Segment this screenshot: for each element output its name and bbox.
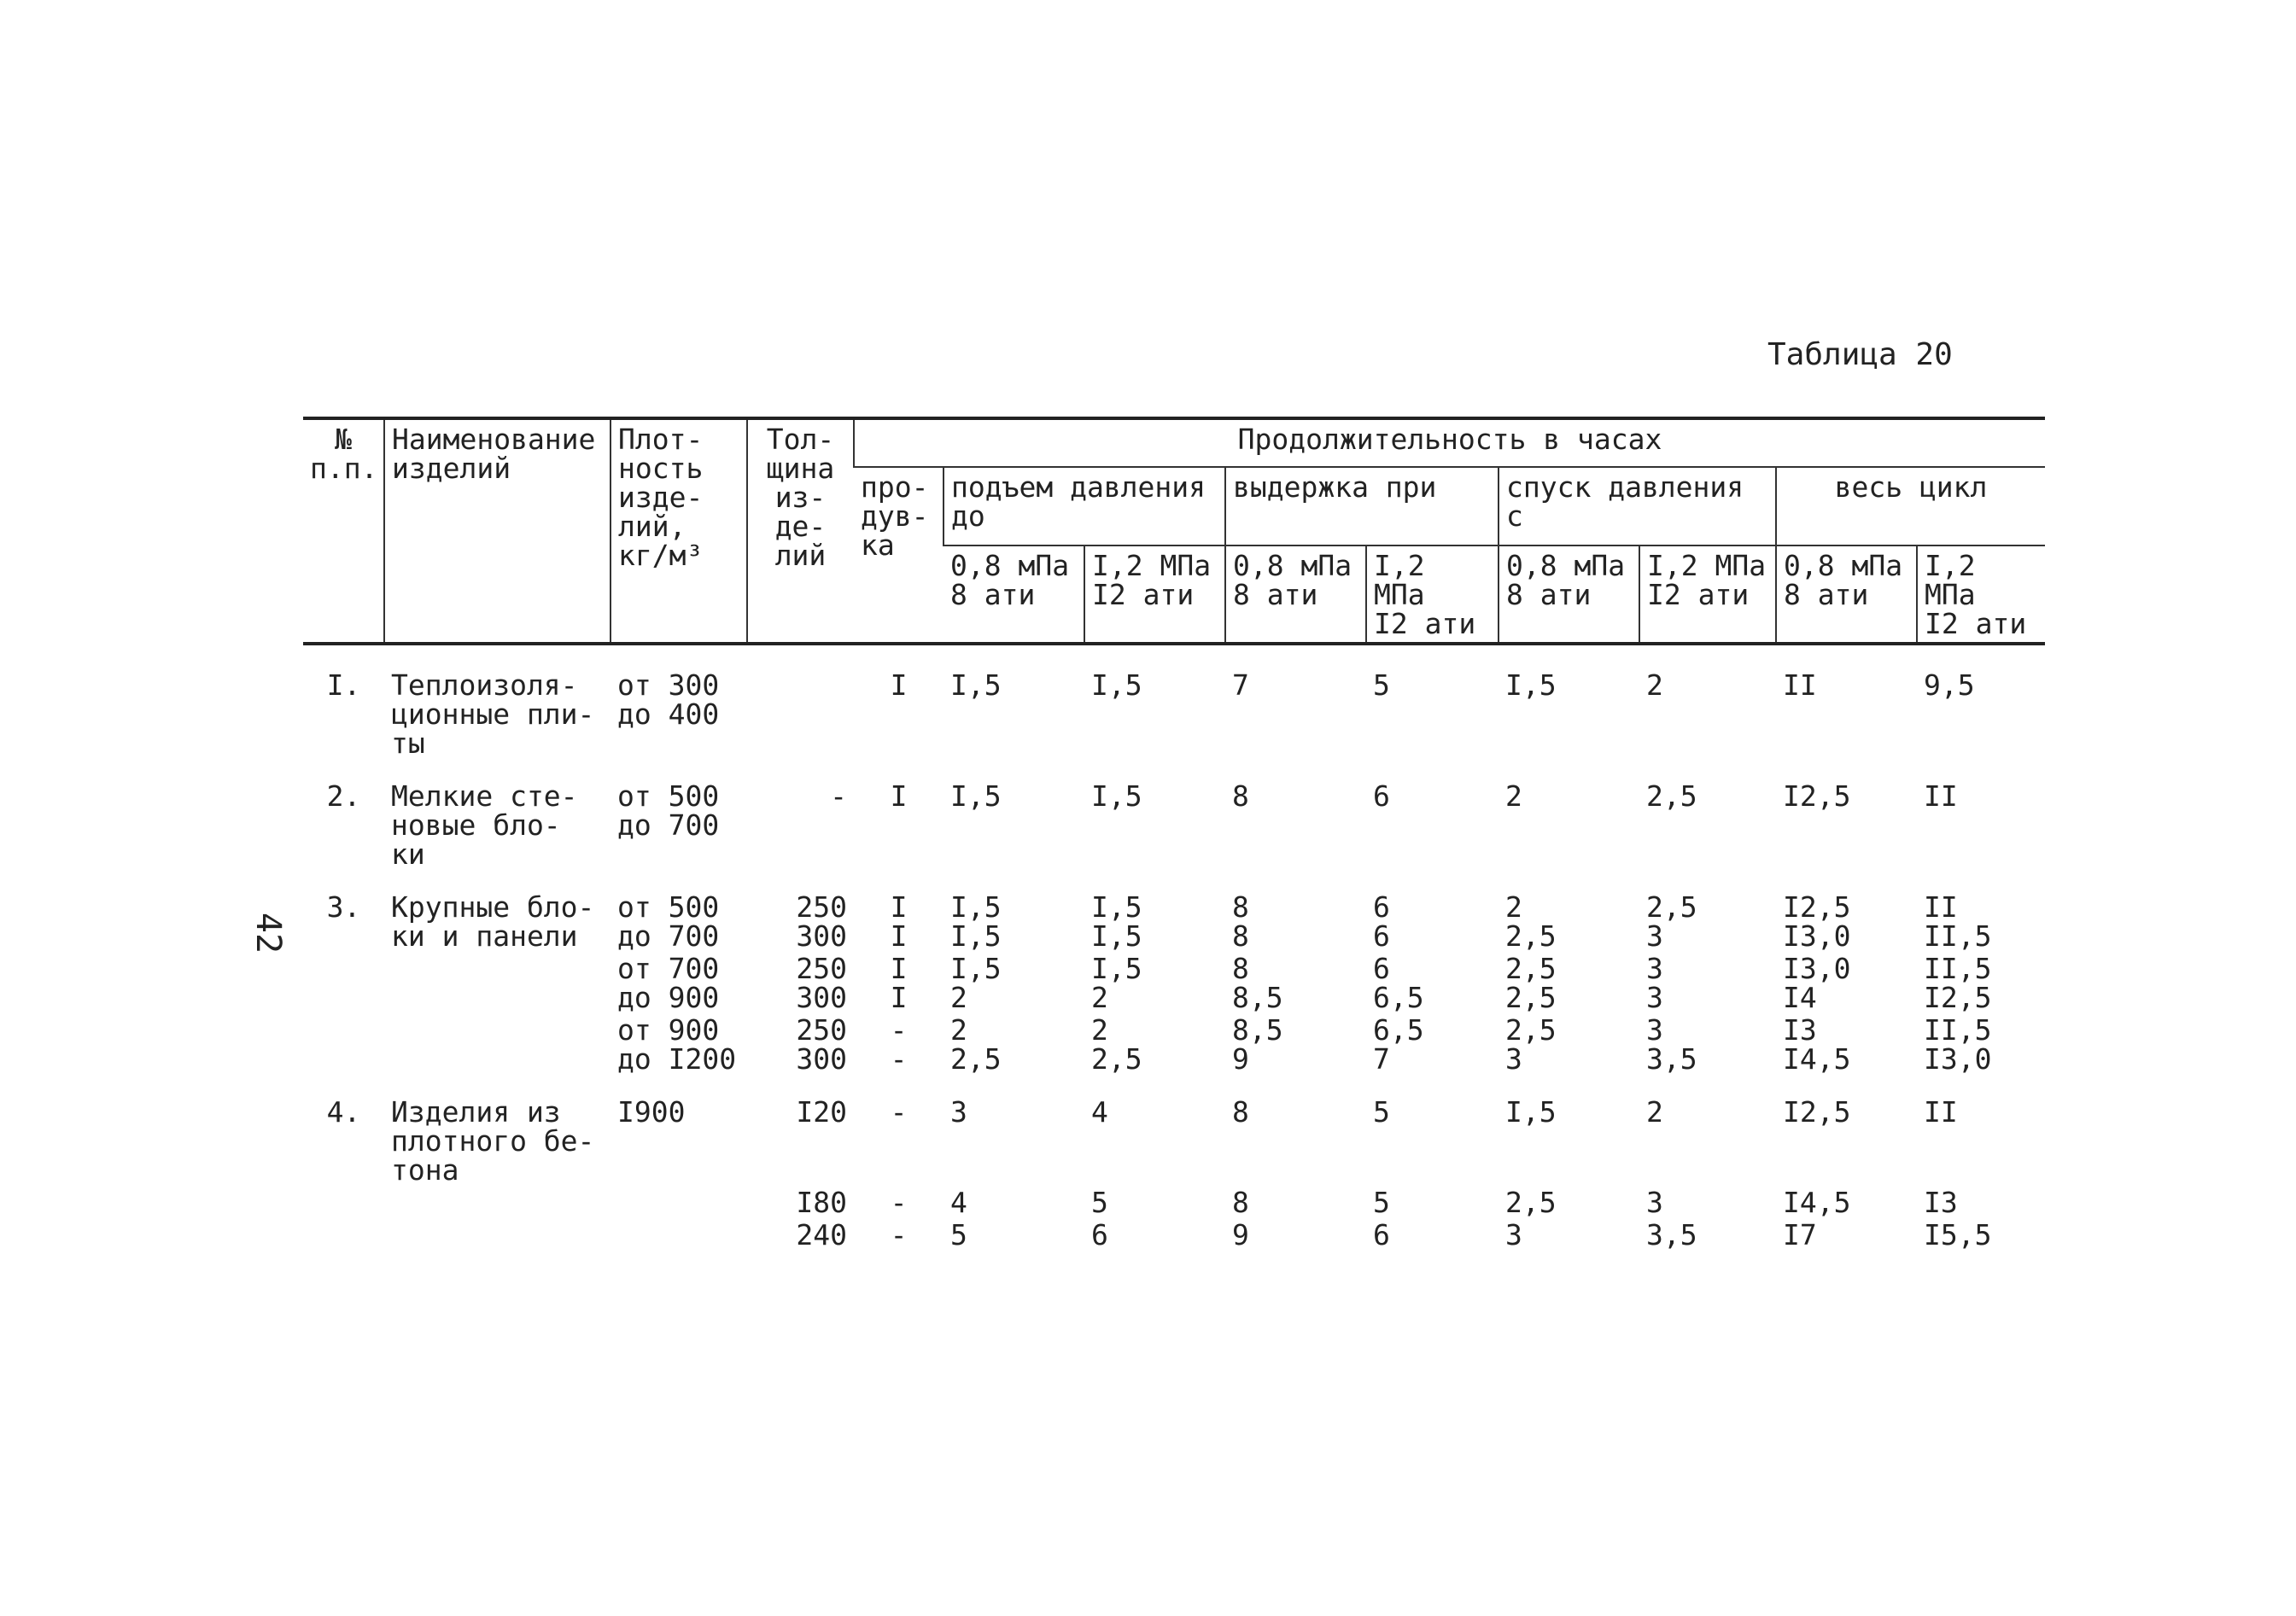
cell-name: Мелкие сте- новые бло- ки xyxy=(391,779,578,871)
cell-hold08: 9 xyxy=(1232,1218,1249,1251)
cell-rise12: I,5 I,5 xyxy=(1091,890,1142,953)
cell-rise12: I,5 2 xyxy=(1091,952,1142,1014)
cell-cycle08: I3 I4,5 xyxy=(1783,1013,1851,1076)
cell-name xyxy=(384,953,611,1014)
cell-num: I. xyxy=(326,668,361,702)
cell-density: от 500 до 700 xyxy=(617,890,720,953)
cell-hold08: 8 xyxy=(1232,1095,1249,1129)
table-row xyxy=(303,644,2045,760)
header-rise-12: I,2 МПа I2 ати xyxy=(1084,545,1225,644)
cell-cycle08: I2,5 xyxy=(1783,1095,1851,1129)
cell-cycle12: I3 xyxy=(1924,1186,1958,1219)
cell-thickness: 250 300 xyxy=(796,890,847,953)
cell-hold12: 6 xyxy=(1373,779,1390,813)
cell-cycle12: II,5 I3,0 xyxy=(1924,1013,1992,1076)
table-row xyxy=(303,1219,2045,1251)
header-cycle-12: I,2 МПа I2 ати xyxy=(1917,545,2045,644)
cell-cycle12: II xyxy=(1924,1095,1958,1129)
cell-num xyxy=(303,953,384,1014)
cell-cycle08: II xyxy=(1783,668,1817,702)
cell-drop12: 2 xyxy=(1646,668,1663,702)
cell-hold12: 6 6,5 xyxy=(1373,952,1424,1014)
cell-density: от 500 до 700 xyxy=(617,779,720,842)
header-rise-08: 0,8 мПа 8 ати xyxy=(944,545,1084,644)
cell-cycle12: II,5 I2,5 xyxy=(1924,952,1992,1014)
cell-density: от 300 до 400 xyxy=(617,668,720,731)
cell-hold08: 8 8,5 xyxy=(1232,952,1283,1014)
cell-drop08: 2,5 xyxy=(1505,1186,1557,1219)
cell-rise12: I,5 xyxy=(1091,668,1142,702)
cell-cycle08: I7 xyxy=(1783,1218,1817,1251)
cell-rise12: 4 xyxy=(1091,1095,1108,1129)
cell-rise08: 3 xyxy=(950,1095,967,1129)
cell-hold12: 6 6 xyxy=(1373,890,1390,953)
cell-cycle08: I3,0 I4 xyxy=(1783,952,1851,1014)
cell-rise12: 2 2,5 xyxy=(1091,1013,1142,1076)
data-table xyxy=(303,417,2045,1251)
cell-density: от 900 до I200 xyxy=(617,1013,737,1076)
cell-purge: - xyxy=(890,1095,908,1129)
cell-hold12: 5 xyxy=(1373,1095,1390,1129)
cell-drop12: 3 xyxy=(1646,1186,1663,1219)
cell-hold08: 8 xyxy=(1232,1186,1249,1219)
cell-thickness: I20 xyxy=(796,1095,847,1129)
table-row xyxy=(303,871,2045,953)
cell-drop12: 2,5 3 xyxy=(1646,890,1697,953)
cell-name: Крупные бло- ки и панели xyxy=(391,890,595,953)
table-body xyxy=(303,644,2045,1251)
cell-drop12: 3,5 xyxy=(1646,1218,1697,1251)
header-hold-12: I,2 МПа I2 ати xyxy=(1366,545,1499,644)
cell-drop12: 3 3 xyxy=(1646,952,1663,1014)
cell-rise08: I,5 xyxy=(950,779,1002,813)
cell-density xyxy=(611,1219,747,1251)
cell-hold12: 6 xyxy=(1373,1218,1390,1251)
header-duration: Продолжительность в часах xyxy=(854,418,2045,467)
cell-purge: - xyxy=(890,1218,908,1251)
header-rise: подъем давления до xyxy=(944,467,1225,545)
page-number: 42 xyxy=(248,912,289,954)
cell-rise12: I,5 xyxy=(1091,779,1142,813)
cell-purge: I xyxy=(890,668,908,702)
cell-hold08: 8 8 xyxy=(1232,890,1249,953)
cell-rise12: 6 xyxy=(1091,1218,1108,1251)
cell-thickness: - xyxy=(830,779,847,813)
cell-drop08: 2 xyxy=(1505,779,1522,813)
cell-cycle08: I2,5 xyxy=(1783,779,1851,813)
cell-num: 4. xyxy=(326,1095,361,1129)
cell-rise08: I,5 2 xyxy=(950,952,1002,1014)
cell-thickness: 240 xyxy=(796,1218,847,1251)
cell-drop08: 2 2,5 xyxy=(1505,890,1557,953)
header-purge: про- дув- ка xyxy=(854,467,944,644)
cell-hold12: 6,5 7 xyxy=(1373,1013,1424,1076)
cell-rise12: 5 xyxy=(1091,1186,1108,1219)
cell-num xyxy=(303,1187,384,1219)
cell-cycle12: II II,5 xyxy=(1924,890,1992,953)
cell-drop08: I,5 xyxy=(1505,1095,1557,1129)
cell-drop08: I,5 xyxy=(1505,668,1557,702)
cell-num: 3. xyxy=(326,890,361,924)
cell-drop08: 2,5 3 xyxy=(1505,1013,1557,1076)
cell-num xyxy=(303,1219,384,1251)
cell-num xyxy=(303,1014,384,1076)
table-row xyxy=(303,1187,2045,1219)
cell-thickness: 250 300 xyxy=(796,952,847,1014)
header-drop-12: I,2 МПа I2 ати xyxy=(1639,545,1776,644)
table-row xyxy=(303,953,2045,1014)
header-num: № п.п. xyxy=(303,418,384,644)
cell-purge: - xyxy=(890,1186,908,1219)
table-row xyxy=(303,1076,2045,1187)
cell-rise08: 4 xyxy=(950,1186,967,1219)
cell-hold08: 7 xyxy=(1232,668,1249,702)
cell-purge: I xyxy=(890,779,908,813)
header-density: Плот- ность изде- лий, кг/м³ xyxy=(611,418,747,644)
cell-name xyxy=(384,1187,611,1219)
header-drop-08: 0,8 мПа 8 ати xyxy=(1499,545,1639,644)
cell-cycle12: 9,5 xyxy=(1924,668,1975,702)
cell-purge: I I xyxy=(890,890,908,953)
cell-hold08: 8 xyxy=(1232,779,1249,813)
cell-thickness xyxy=(747,644,854,760)
cell-drop12: 2 xyxy=(1646,1095,1663,1129)
table-row xyxy=(303,1014,2045,1076)
cell-cycle08: I4,5 xyxy=(1783,1186,1851,1219)
cell-name: Теплоизоля- ционные пли- ты xyxy=(391,668,595,760)
header-name: Наименование изделий xyxy=(384,418,611,644)
header-hold-08: 0,8 мПа 8 ати xyxy=(1225,545,1366,644)
cell-drop08: 2,5 2,5 xyxy=(1505,952,1557,1014)
cell-rise08: I,5 I,5 xyxy=(950,890,1002,953)
cell-thickness: I80 xyxy=(796,1186,847,1219)
cell-rise08: 5 xyxy=(950,1218,967,1251)
header-cycle-08: 0,8 мПа 8 ати xyxy=(1776,545,1917,644)
cell-cycle08: I2,5 I3,0 xyxy=(1783,890,1851,953)
header-cycle: весь цикл xyxy=(1776,467,2045,545)
cell-hold12: 5 xyxy=(1373,1186,1390,1219)
cell-hold12: 5 xyxy=(1373,668,1390,702)
cell-name xyxy=(384,1219,611,1251)
header-drop: спуск давления с xyxy=(1499,467,1776,545)
cell-density xyxy=(611,1187,747,1219)
cell-hold08: 8,5 9 xyxy=(1232,1013,1283,1076)
table-row xyxy=(303,760,2045,871)
header-thickness: Тол- щина из- де- лий xyxy=(747,418,854,644)
cell-cycle12: II xyxy=(1924,779,1958,813)
data-table-container xyxy=(303,417,2045,1251)
cell-purge: I I xyxy=(890,952,908,1014)
cell-thickness: 250 300 xyxy=(796,1013,847,1076)
cell-name xyxy=(384,1014,611,1076)
table-title: Таблица 20 xyxy=(1767,337,1953,372)
header-hold: выдержка при xyxy=(1225,467,1499,545)
cell-density: I900 xyxy=(617,1095,686,1129)
cell-purge: - - xyxy=(890,1013,908,1076)
cell-density: от 700 до 900 xyxy=(617,952,720,1014)
cell-name: Изделия из плотного бе- тона xyxy=(391,1095,595,1187)
cell-num: 2. xyxy=(326,779,361,813)
cell-cycle12: I5,5 xyxy=(1924,1218,1992,1251)
cell-drop12: 3 3,5 xyxy=(1646,1013,1697,1076)
cell-drop12: 2,5 xyxy=(1646,779,1697,813)
cell-rise08: I,5 xyxy=(950,668,1002,702)
cell-rise08: 2 2,5 xyxy=(950,1013,1002,1076)
cell-drop08: 3 xyxy=(1505,1218,1522,1251)
